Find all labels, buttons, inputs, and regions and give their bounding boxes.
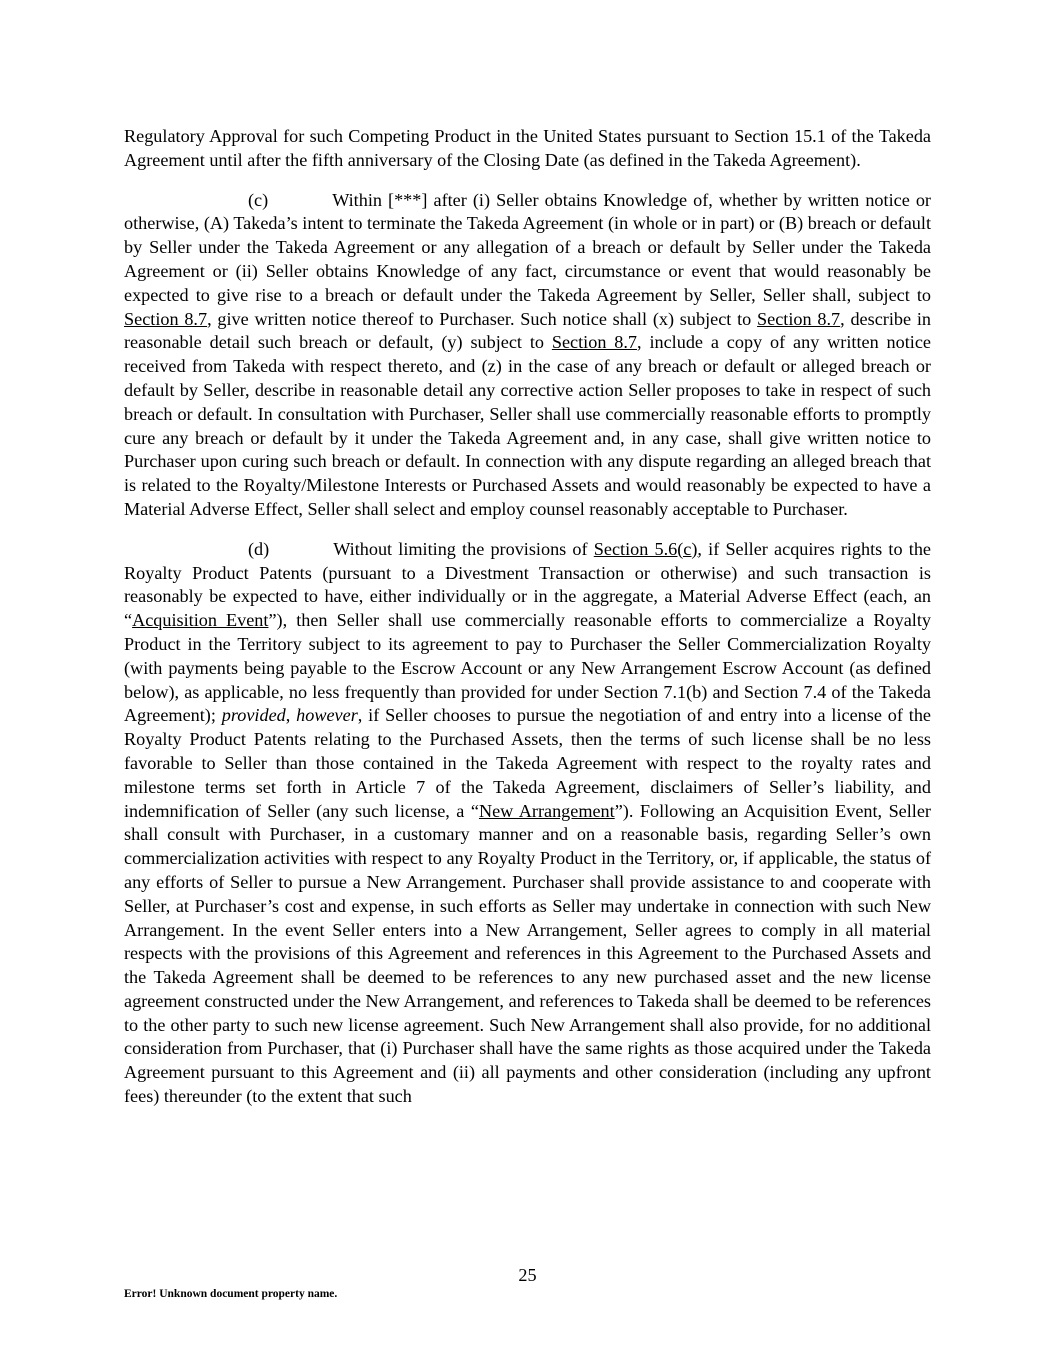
footer-document-property: Error! Unknown document property name.: [124, 1288, 338, 1300]
italic-proviso: provided: [221, 705, 286, 726]
paragraph-c: (c) Within [***] after (i) Seller obtains Knowledge of, whether by written notice or otherwise, (A) Takeda’s intent to terminate the Takeda Agreement (in whole or in part) or (B) breach or default by Seller under the Takeda Agreement or any allegation of a breach or default by Seller under the Takeda Agreement or (ii) Seller obtains Knowledge of any fact, circumstance or event that would reasonably be expected to give rise to a breach or default under the Takeda Agreement by Seller, Seller shall, subject to Section 8.7, give written notice thereof to Purchaser. Such notice shall (x) subject to Section 8.7, describe in reasonable detail such breach or default, (y) subject to Section 8.7, include a copy of any written notice received from Takeda with respect thereto, and (z) in the case of any breach or default or alleged breach or default by Seller, describe in reasonable detail any corrective action Seller proposes to take in respect of such breach or default. In consultation with Purchaser, Seller shall use commercially reasonable efforts to promptly cure any breach or default by it under the Takeda Agreement and, in any case, shall give written notice to Purchaser upon curing such breach or default. In connection with any dispute regarding an alleged breach that is related to the Royalty/Milestone Interests or Purchased Assets and would reasonably be expected to have a Material Adverse Effect, Seller shall select and employ counsel reasonably acceptable to Purchaser.: [124, 189, 931, 519]
paragraph-c-label: (c): [248, 189, 269, 210]
section-reference: Section 8.7: [551, 332, 638, 353]
paragraph-continuation: Regulatory Approval for such Competing Product in the United States pursuant to Section 15.1 of the Takeda Agreement until after the fifth anniversary of the Closing Date (as defined in the Takeda Agreement).: [124, 126, 931, 170]
section-reference: Section 5.6(c): [593, 538, 698, 559]
defined-term: Acquisition Event: [132, 610, 269, 631]
section-reference: Section 8.7: [757, 308, 841, 329]
defined-term: New Arrangement: [478, 800, 615, 821]
paragraph-d: (d) Without limiting the provisions of Section 5.6(c), if Seller acquires rights to the Royalty Product Patents (pursuant to a Divestment Transaction or otherwise) and such transaction is reasonably be expected to have, either individually or in the aggregate, a Material Adverse Effect (each, an “Acquisition Event”), then Seller shall use commercially reasonable efforts to commercialize a Royalty Product in the Territory subject to its agreement to pay to Purchaser the Seller Commercialization Royalty (with payments being payable to the Escrow Account or any New Arrangement Escrow Account (as defined below), as applicable, no less frequently than provided for under Section 7.1(b) and Section 7.4 of the Takeda Agreement); provided, however, if Seller chooses to pursue the negotiation of and entry into a license of the Royalty Product Patents relating to the Purchased Assets, then the terms of such license shall be no less favorable to Seller than those contained in the Takeda Agreement with respect to the royalty rates and milestone terms set forth in Article 7 of the Takeda Agreement, disclaimers of Seller’s liability, and indemnification of Seller (any such license, a “New Arrangement”). Following an Acquisition Event, Seller shall consult with Purchaser, in a customary manner and on a reasonable basis, regarding Seller’s own commercialization activities with respect to any Royalty Product in the Territory, or, if applicable, the status of any efforts of Seller to pursue a New Arrangement. Purchaser shall provide assistance to and cooperate with Seller, at Purchaser’s cost and expense, in such efforts as Seller may undertake in connection with such New Arrangement. In the event Seller enters into a New Arrangement, Seller agrees to comply in all material respects with the provisions of this Agreement and references in this Agreement to the Purchased Assets and the Takeda Agreement shall be deemed to be references to any new purchased asset and the new license agreement constructed under the New Arrangement, and references to Takeda shall be deemed to be references to the other party to such new license agreement. Such New Arrangement shall also provide, for no additional consideration from Purchaser, that (i) Purchaser shall have the same rights as those acquired under the Takeda Agreement pursuant to this Agreement and (ii) all payments and other consideration (including any upfront fees) thereunder (to the extent that such: [124, 538, 931, 1107]
italic-proviso: however: [296, 705, 358, 726]
body-text: [124, 125, 931, 1125]
section-reference: Section 8.7: [124, 308, 208, 329]
page-number: 25: [518, 1265, 537, 1285]
paragraph-d-label: (d): [248, 538, 270, 559]
